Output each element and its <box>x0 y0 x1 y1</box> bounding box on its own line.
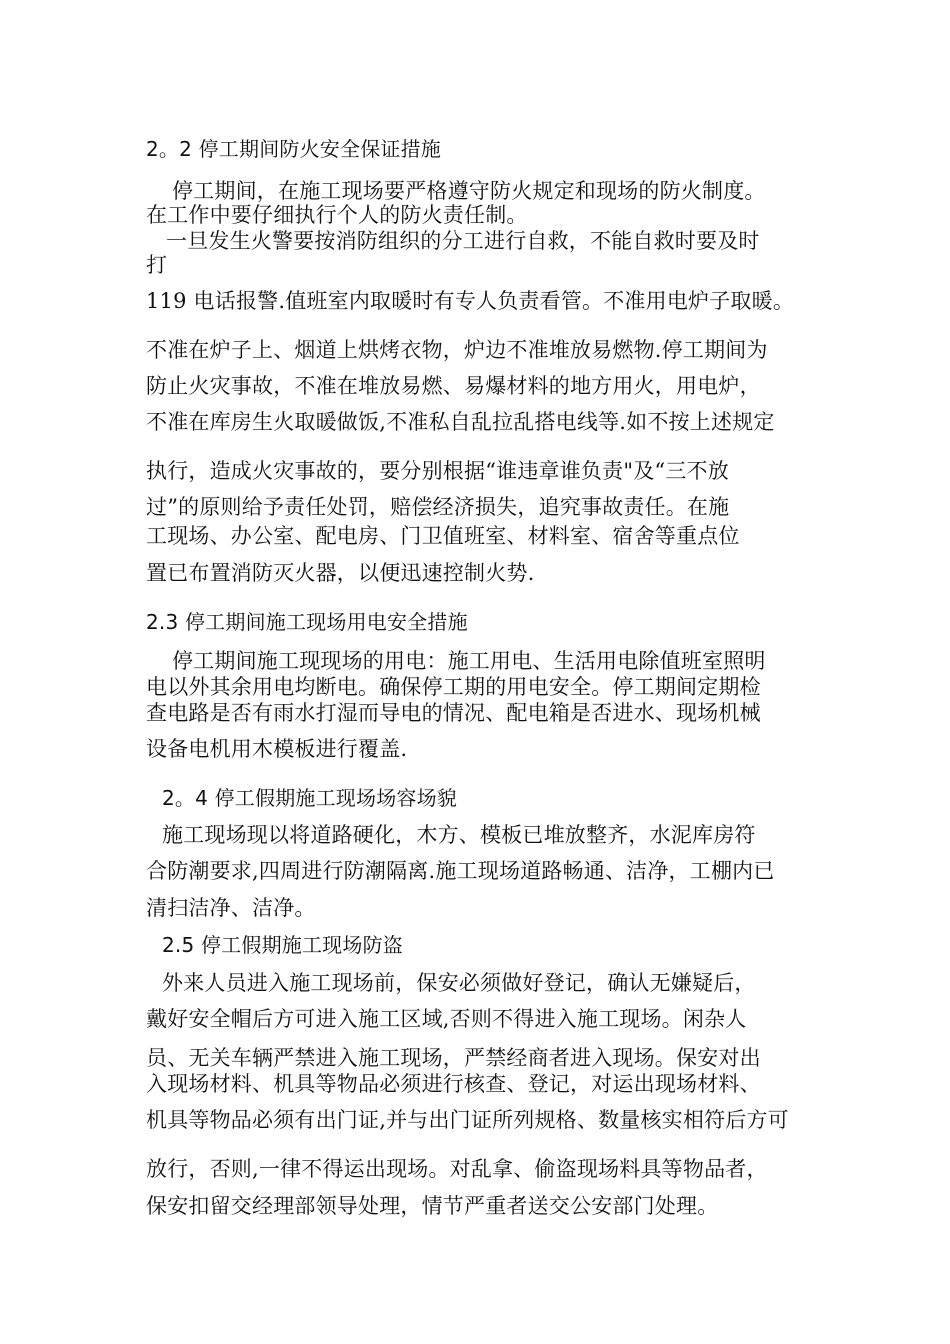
paragraph-line: 停工期间施工现现场的用电：施工用电、生活用电除值班室照明 <box>172 649 766 673</box>
paragraph-line: 不准在炉子上、烟道上烘烤衣物，炉边不准堆放易燃物.停工期间为 <box>146 338 768 362</box>
paragraph-line: 外来人员进入施工现场前，保安必须做好登记，确认无嫌疑后， <box>162 971 756 995</box>
paragraph-line: 打 <box>146 253 168 277</box>
paragraph-line: 一旦发生火警要按消防组织的分工进行自救，不能自救时要及时 <box>166 229 760 253</box>
section-heading-2-4: 2。4 停工假期施工现场场容场貌 <box>162 786 458 810</box>
paragraph-line: 施工现场现以将道路硬化，木方、模板已堆放整齐，水泥库房符 <box>162 823 756 847</box>
section-heading-2-2: 2。2 停工期间防火安全保证措施 <box>146 137 442 161</box>
paragraph-line: 电以外其余用电均断电。确保停工期的用电安全。停工期间定期检 <box>146 675 761 699</box>
paragraph-line: 机具等物品必须有出门证,并与出门证所列规格、数量核实相符后方可 <box>146 1108 789 1132</box>
section-heading-2-3: 2.3 停工期间施工现场用电安全措施 <box>146 610 468 634</box>
paragraph-line: 保安扣留交经理部领导处理，情节严重者送交公安部门处理。 <box>146 1194 719 1218</box>
paragraph-line: 员、无关车辆严禁进入施工现场，严禁经商者进入现场。保安对出 <box>146 1046 761 1070</box>
paragraph-line: 放行，否则,一律不得运出现场。对乱拿、偷盗现场料具等物品者， <box>146 1157 768 1181</box>
paragraph-line: 停工期间，在施工现场要严格遵守防火规定和现场的防火制度。 <box>172 179 766 203</box>
paragraph-line: 戴好安全帽后方可进入施工区域,否则不得进入施工现场。闲杂人 <box>146 1007 747 1031</box>
paragraph-line: 置已布置消防灭火器，以便迅速控制火势. <box>146 561 535 585</box>
paragraph-line: 执行，造成火灾事故的，要分别根据“谁违章谁负责"及“三不放 <box>146 459 729 483</box>
paragraph-line: 不准在库房生火取暖做饭,不准私自乱拉乱搭电线等.如不按上述规定 <box>146 410 775 434</box>
paragraph-line: 过”的原则给予责任处罚，赔偿经济损失，追究事故责任。在施 <box>146 495 730 519</box>
paragraph-line: 工现场、办公室、配电房、门卫值班室、材料室、宿舍等重点位 <box>146 524 740 548</box>
paragraph-line: 设备电机用木模板进行覆盖. <box>146 737 408 761</box>
paragraph-line: 清扫洁净、洁净。 <box>146 896 316 920</box>
paragraph-line: 在工作中要仔细执行个人的防火责任制。 <box>146 203 528 227</box>
paragraph-line: 119 电话报警.值班室内取暖时有专人负责看管。不准用电炉子取暖。 <box>146 289 795 313</box>
paragraph-line: 入现场材料、机具等物品必须进行核查、登记，对运出现场材料、 <box>146 1072 761 1096</box>
section-heading-2-5: 2.5 停工假期施工现场防盗 <box>162 933 403 957</box>
paragraph-line: 合防潮要求,四周进行防潮隔离.施工现场道路畅通、洁净，工棚内已 <box>146 859 775 883</box>
paragraph-line: 防止火灾事故，不准在堆放易燃、易爆材料的地方用火，用电炉， <box>146 374 761 398</box>
paragraph-line: 查电路是否有雨水打湿而导电的情况、配电箱是否进水、现场机械 <box>146 701 761 725</box>
